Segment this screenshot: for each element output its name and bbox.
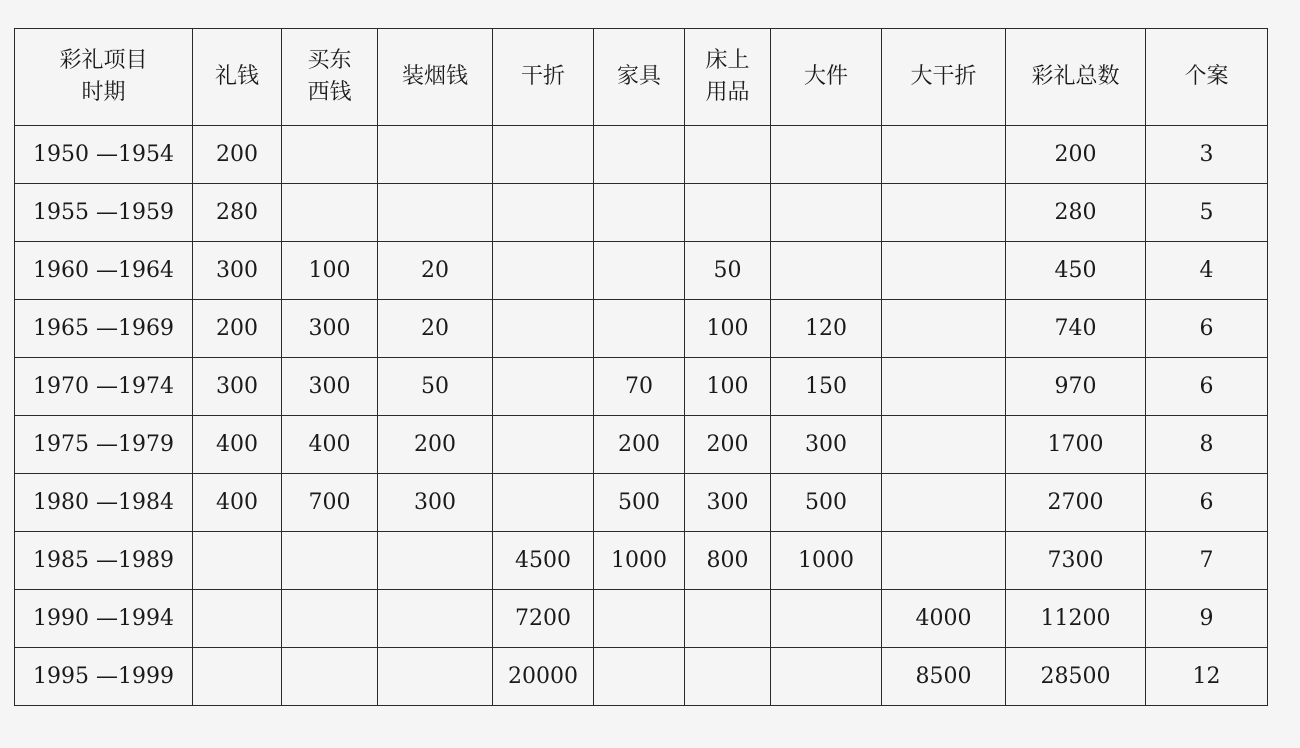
- header-label-line: 用品: [705, 80, 750, 105]
- column-header: [378, 29, 493, 126]
- column-header: [1006, 29, 1146, 126]
- value-cell: 800: [685, 532, 771, 590]
- value-cell: 28500: [1006, 648, 1146, 706]
- period-cell: 1950 —1954: [15, 126, 193, 184]
- table-row: [15, 242, 1268, 300]
- column-header: [493, 29, 594, 126]
- value-cell: [493, 358, 594, 416]
- column-header: [594, 29, 685, 126]
- header-label-line: 买东: [307, 48, 352, 74]
- header-label-line: 个案: [1184, 64, 1229, 90]
- column-header: [771, 29, 882, 126]
- table-row: [15, 648, 1268, 706]
- value-cell: 280: [193, 184, 282, 242]
- header-label-line: 大干折: [910, 64, 977, 90]
- value-cell: [594, 648, 685, 706]
- table-row: [15, 416, 1268, 474]
- value-cell: 5: [1146, 184, 1268, 242]
- value-cell: 500: [594, 474, 685, 532]
- value-cell: 4: [1146, 242, 1268, 300]
- value-cell: 70: [594, 358, 685, 416]
- value-cell: [493, 474, 594, 532]
- period-cell: 1970 —1974: [15, 358, 193, 416]
- value-cell: [594, 242, 685, 300]
- header-label-line: 彩礼项目: [59, 48, 148, 74]
- header-label-line: 家具: [616, 64, 661, 90]
- value-cell: 120: [771, 300, 882, 358]
- value-cell: [882, 416, 1006, 474]
- value-cell: 50: [378, 358, 493, 416]
- value-cell: [882, 184, 1006, 242]
- value-cell: [193, 590, 282, 648]
- value-cell: [771, 184, 882, 242]
- header-label-line: 时期: [81, 80, 126, 105]
- value-cell: [282, 590, 378, 648]
- value-cell: 500: [771, 474, 882, 532]
- value-cell: [378, 184, 493, 242]
- value-cell: [378, 532, 493, 590]
- value-cell: [685, 590, 771, 648]
- value-cell: 7300: [1006, 532, 1146, 590]
- table-row: [15, 184, 1268, 242]
- period-cell: 1985 —1989: [15, 532, 193, 590]
- value-cell: [594, 590, 685, 648]
- value-cell: 1000: [771, 532, 882, 590]
- value-cell: 300: [282, 358, 378, 416]
- value-cell: [771, 590, 882, 648]
- period-cell: 1980 —1984: [15, 474, 193, 532]
- period-cell: 1995 —1999: [15, 648, 193, 706]
- value-cell: [771, 242, 882, 300]
- value-cell: 7: [1146, 532, 1268, 590]
- value-cell: 6: [1146, 474, 1268, 532]
- table-row: [15, 358, 1268, 416]
- value-cell: [493, 416, 594, 474]
- value-cell: 200: [378, 416, 493, 474]
- value-cell: [594, 184, 685, 242]
- value-cell: 7200: [493, 590, 594, 648]
- value-cell: 300: [685, 474, 771, 532]
- value-cell: 200: [193, 300, 282, 358]
- table-row: [15, 532, 1268, 590]
- value-cell: 400: [193, 474, 282, 532]
- column-header: [1146, 29, 1268, 126]
- value-cell: 20: [378, 300, 493, 358]
- value-cell: 20000: [493, 648, 594, 706]
- value-cell: [685, 126, 771, 184]
- value-cell: 50: [685, 242, 771, 300]
- value-cell: 450: [1006, 242, 1146, 300]
- value-cell: [771, 648, 882, 706]
- period-cell: 1975 —1979: [15, 416, 193, 474]
- value-cell: 20: [378, 242, 493, 300]
- header-label-line: 床上: [705, 48, 750, 74]
- header-label-line: 大件: [803, 64, 848, 90]
- value-cell: 150: [771, 358, 882, 416]
- value-cell: 400: [282, 416, 378, 474]
- value-cell: [882, 532, 1006, 590]
- value-cell: [594, 300, 685, 358]
- period-cell: 1990 —1994: [15, 590, 193, 648]
- value-cell: [493, 184, 594, 242]
- value-cell: 2700: [1006, 474, 1146, 532]
- value-cell: [282, 648, 378, 706]
- bride-price-table: [14, 28, 1268, 706]
- value-cell: [493, 242, 594, 300]
- value-cell: 100: [282, 242, 378, 300]
- value-cell: 300: [193, 242, 282, 300]
- value-cell: [282, 126, 378, 184]
- value-cell: 3: [1146, 126, 1268, 184]
- value-cell: [193, 648, 282, 706]
- value-cell: [882, 358, 1006, 416]
- column-header: [193, 29, 282, 126]
- value-cell: [493, 300, 594, 358]
- value-cell: [882, 126, 1006, 184]
- value-cell: [685, 184, 771, 242]
- value-cell: [771, 126, 882, 184]
- table-row: [15, 300, 1268, 358]
- value-cell: 1700: [1006, 416, 1146, 474]
- value-cell: 200: [594, 416, 685, 474]
- table-body: [15, 126, 1268, 706]
- value-cell: [493, 126, 594, 184]
- table-row: [15, 474, 1268, 532]
- value-cell: 9: [1146, 590, 1268, 648]
- value-cell: 970: [1006, 358, 1146, 416]
- value-cell: 4000: [882, 590, 1006, 648]
- value-cell: 6: [1146, 300, 1268, 358]
- header-label-line: 西钱: [307, 80, 352, 105]
- table-header-row: [15, 29, 1268, 126]
- table-row: [15, 590, 1268, 648]
- table-row: [15, 126, 1268, 184]
- header-corner-cell: [15, 29, 193, 126]
- value-cell: [282, 184, 378, 242]
- header-label-line: 干折: [520, 64, 565, 90]
- value-cell: 400: [193, 416, 282, 474]
- period-cell: 1955 —1959: [15, 184, 193, 242]
- column-header: [282, 29, 378, 126]
- value-cell: 8: [1146, 416, 1268, 474]
- value-cell: 700: [282, 474, 378, 532]
- value-cell: 200: [685, 416, 771, 474]
- period-cell: 1960 —1964: [15, 242, 193, 300]
- value-cell: [882, 300, 1006, 358]
- value-cell: 100: [685, 300, 771, 358]
- value-cell: [378, 590, 493, 648]
- header-label-line: 彩礼总数: [1031, 64, 1120, 90]
- value-cell: 4500: [493, 532, 594, 590]
- value-cell: [378, 648, 493, 706]
- value-cell: [882, 242, 1006, 300]
- value-cell: [685, 648, 771, 706]
- header-label-line: 装烟钱: [401, 64, 468, 90]
- value-cell: 1000: [594, 532, 685, 590]
- value-cell: 11200: [1006, 590, 1146, 648]
- value-cell: 12: [1146, 648, 1268, 706]
- header-label-line: 礼钱: [214, 64, 259, 90]
- value-cell: 200: [1006, 126, 1146, 184]
- value-cell: 6: [1146, 358, 1268, 416]
- column-header: [685, 29, 771, 126]
- value-cell: [378, 126, 493, 184]
- value-cell: 300: [193, 358, 282, 416]
- period-cell: 1965 —1969: [15, 300, 193, 358]
- value-cell: 100: [685, 358, 771, 416]
- column-header: [882, 29, 1006, 126]
- value-cell: 280: [1006, 184, 1146, 242]
- value-cell: [594, 126, 685, 184]
- value-cell: 8500: [882, 648, 1006, 706]
- value-cell: 300: [378, 474, 493, 532]
- value-cell: [193, 532, 282, 590]
- value-cell: 200: [193, 126, 282, 184]
- value-cell: 740: [1006, 300, 1146, 358]
- value-cell: [882, 474, 1006, 532]
- value-cell: 300: [282, 300, 378, 358]
- value-cell: [282, 532, 378, 590]
- value-cell: 300: [771, 416, 882, 474]
